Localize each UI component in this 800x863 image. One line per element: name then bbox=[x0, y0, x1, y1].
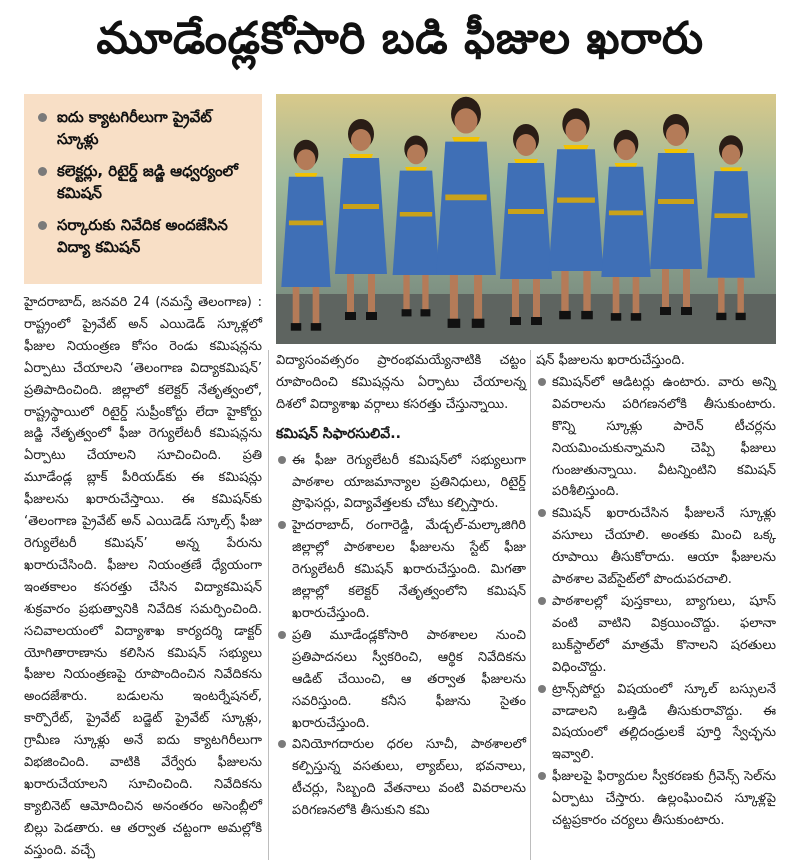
article-column-2 bbox=[276, 350, 526, 822]
highlight-text: కలెక్టర్లు, రిటైర్డ్‌ జడ్జి ఆధ్వర్యంలో కమిషన్‌ bbox=[57, 162, 238, 202]
recommendation-item: ట్రాన్స్‌పోర్టు విషయంలో స్కూల్‌ బస్సులనే వాడాలని ఒత్తిడి తీసుకురావొద్దు. ఈ విషయంలో తల్లిదండ్రులకే పూర్తి స్వేచ్ఛను ఇవ్వాలి. bbox=[536, 679, 776, 767]
column-divider bbox=[530, 350, 531, 860]
recommendation-item: ఈ ఫీజు రెగ్యులేటరీ కమిషన్‌లో సభ్యులుగా పాఠశాల యాజమాన్యాల ప్రతినిధులు, రిటైర్డ్‌ ప్రొఫెసర్లు, విద్యావేత్తలకు చోటు కల్పిస్తారు. bbox=[276, 450, 526, 516]
article-column-3 bbox=[536, 350, 776, 832]
highlight-item bbox=[36, 106, 252, 150]
recommendations-list bbox=[536, 372, 776, 832]
students-photo-illustration bbox=[276, 94, 776, 344]
section-subhead: కమిషన్‌ సిఫారసులివే.. bbox=[276, 425, 401, 442]
highlight-text: ఐదు క్యాటగిరీలుగా ప్రైవేట్‌ స్కూళ్లు bbox=[57, 108, 212, 148]
article-column-1 bbox=[24, 292, 262, 862]
recommendation-item: పాఠశాలల్లో పుస్తకాలు, బ్యాగులు, షూస్‌ వంటి వాటిని విక్రయించొద్దు. ఫలానా బుక్‌స్టాల్‌లో మాత్రమే కొనాలని షరతులు విధించొద్దు. bbox=[536, 591, 776, 679]
recommendation-item: హైదరాబాద్‌, రంగారెడ్డి, మేడ్చల్‌-మల్కాజిగిరి జిల్లాల్లో పాఠశాలల ఫీజులను స్టేట్‌ ఫీజు రెగ్యులేటరీ కమిషన్‌ ఖరారుచేస్తుంది. మిగతా జిల్లాల్లో కలెక్టర్‌ నేతృత్వంలోని కమిషన్‌ ఖరారుచేస్తుంది. bbox=[276, 515, 526, 625]
recommendations-list bbox=[276, 450, 526, 822]
bullet-icon bbox=[38, 221, 47, 230]
recommendation-item: ప్రతి మూడేండ్లకోసారి పాఠశాలల నుంచి ప్రతిపాదనలు స్వీకరించి, ఆర్థిక నివేదికను ఆడిట్‌ చేయించి, ఆ తర్వాత ఫీజులను సవరిస్తుంది. కనీస ఫీజును సైతం ఖరారుచేస్తుంది. bbox=[276, 625, 526, 735]
bullet-icon bbox=[38, 167, 47, 176]
students-photo bbox=[276, 94, 776, 344]
highlight-text: సర్కారుకు నివేదిక అందజేసిన విద్యా కమిషన్‌ bbox=[57, 216, 228, 256]
article-paragraph: హైదరాబాద్‌, జనవరి 24 (నమస్తే తెలంగాణ) : రాష్ట్రంలో ప్రైవేట్‌ అన్‌ ఎయిడెడ్‌ స్కూళ్లలో ఫీజుల నియంత్రణ కోసం రెండు కమిషన్లను ఏర్పాటు చేయాలని ‘తెలంగాణ విద్యాకమిషన్‌’ ప్రతిపాదించింది. జిల్లాలో కలెక్టర్‌ నేతృత్వంలో, రాష్ట్రస్థాయిలో రిటైర్డ్‌ సుప్రీంకోర్టు లేదా హైకోర్టు జడ్జి నేతృత్వంలో ఫీజు రెగ్యులేటరీ కమిషన్లను ఏర్పాటు చేయాలని సూచించింది. ప్రతి మూడేండ్ల బ్లాక్‌ పీరియడ్‌కు ఈ కమిషన్లు ఫీజులను ఖరారుచేస్తాయి. ఈ కమిషన్‌కు ‘తెలంగాణ ప్రైవేట్‌ అన్‌ ఎయిడెడ్‌ స్కూల్స్‌ ఫీజు రెగ్యులేటరీ కమిషన్‌’ అన్న పేరును ఖరారుచేసింది. ఫీజుల నియంత్రణే ధ్యేయంగా ఇంతకాలం కసరత్తు చేసిన విద్యాకమిషన్‌ శుక్రవారం ప్రభుత్వానికి నివేదిక సమర్పించింది. సచివాలయంలో విద్యాశాఖ కార్యదర్శి డాక్టర్‌ యోగితారాణాను కలిసిన కమిషన్‌ సభ్యులు ఫీజుల నియంత్రణపై రూపొందించిన నివేదికను అందజేశారు. బడులను ఇంటర్నేషనల్‌, కార్పొరేట్‌, ప్రైవేట్‌ బడ్జెట్‌ ప్రైవేట్‌ స్కూళ్లు, గ్రామీణ స్కూళ్లు అనే ఐదు క్యాటగిరీలుగా విభజించింది. వాటికి వేర్వేరు ఫీజులను ఖరారుచేయాలని సూచించింది. నివేదికను క్యాబినెట్‌ ఆమోదించిన అనంతరం అసెంబ్లీలో బిల్లు పెడతారు. ఆ తర్వాత చట్టంగా అమల్లోకి వస్తుంది. వచ్చే bbox=[24, 295, 262, 858]
highlights-box bbox=[24, 94, 262, 284]
recommendation-item: కమిషన్‌ ఖరారుచేసిన ఫీజులనే స్కూళ్లు వసూలు చేయాలి. అంతకు మించి ఒక్క రూపాయి తీసుకోరాదు. ఆయా ఫీజులను పాఠశాల వెబ్‌సైట్‌లో పొందుపరచాలి. bbox=[536, 503, 776, 591]
recommendation-item: వినియోగదారుల ధరల సూచీ, పాఠశాలలో కల్పిస్తున్న వసతులు, ల్యాబ్‌లు, భవనాలు, టీచర్లు, సిబ్బంది వేతనాలు వంటి వివరాలను పరిగణనలోకి తీసుకుని కమి bbox=[276, 734, 526, 822]
highlight-item bbox=[36, 214, 252, 258]
article-paragraph: షన్‌ ఫీజులను ఖరారుచేస్తుంది. bbox=[536, 353, 685, 368]
column-divider bbox=[268, 350, 269, 860]
recommendation-item: కమిషన్‌లో ఆడిటర్లు ఉంటారు. వారు అన్ని వివరాలను పరిగణనలోకి తీసుకుంటారు. కొన్ని స్కూళ్లు పారెన్‌ టీచర్లను నియమించుకున్నామని చెప్పి ఫీజులు గుంజుతున్నాయి. వీటన్నింటిని కమిషన్‌ పరిశీలిస్తుంది. bbox=[536, 372, 776, 503]
headline: మూడేండ్లకోసారి బడి ఫీజుల ఖరారు bbox=[96, 13, 704, 64]
highlight-item bbox=[36, 160, 252, 204]
recommendation-item: ఫీజులపై ఫిర్యాదుల స్వీకరణకు గ్రీవెన్స్‌ సెల్‌ను ఏర్పాటు చేస్తారు. ఉల్లంఘించిన స్కూళ్లపై చట్టప్రకారం చర్యలు తీసుకుంటారు. bbox=[536, 766, 776, 832]
article-paragraph: విద్యాసంవత్సరం ప్రారంభమయ్యేనాటికి చట్టం రూపొందించి కమిషన్లను ఏర్పాటు చేయాలన్న దిశలో విద్యాశాఖ వర్గాలు కసరత్తు చేస్తున్నాయి. bbox=[276, 353, 526, 412]
bullet-icon bbox=[38, 113, 47, 122]
